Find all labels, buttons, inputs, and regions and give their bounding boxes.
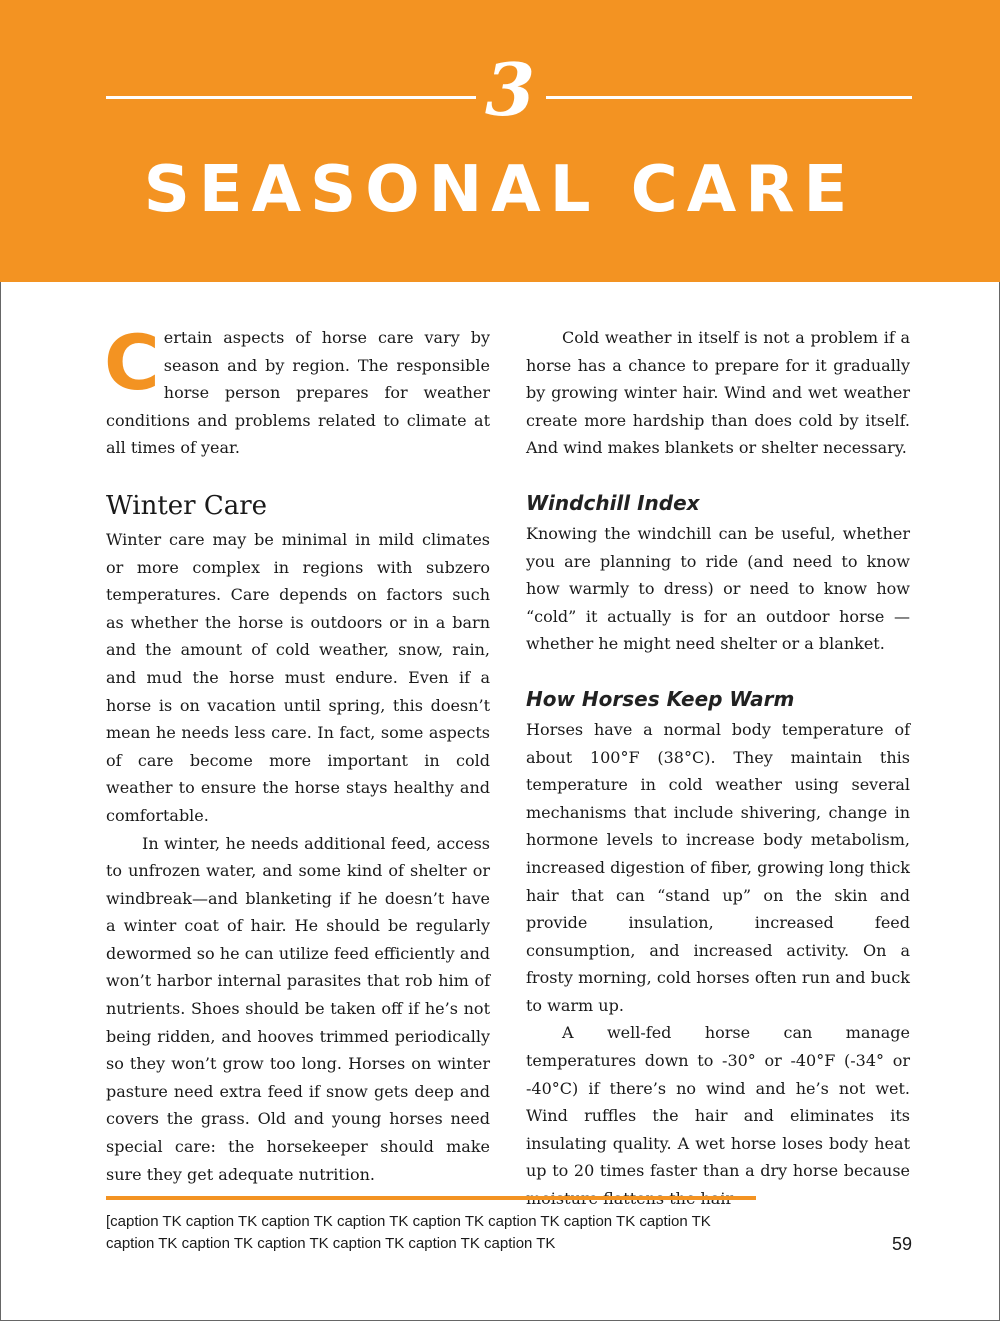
left-column [104, 318, 490, 1188]
figure-caption: [caption TK caption TK caption TK caption TK caption TK caption TK caption TK caption TK caption TK caption TK caption TK caption TK caption TK caption TK [106, 1213, 711, 1252]
chapter-number: 3 [484, 47, 536, 132]
intro-paragraph [104, 318, 490, 462]
winter-care-paragraph-1: Winter care may be minimal in mild climates or more complex in regions with subzero temperatures. Care depends on factors such as whether the horse is outdoors or in a barn and the amount of cold weather, snow, rain, and mud the horse must endure. Even if a horse is on vacation until spring, this doesn’t mean he needs less care. In fact, some aspects of care become more important in cold weather to ensure the horse stays healthy and comfortable. [106, 529, 490, 825]
winter-care-paragraph-2: In winter, he needs additional feed, access to unfrozen water, and some kind of shelter or windbreak—and blanketing if he doesn’t have a winter coat of hair. He should be regularly dewormed so he can utilize feed efficiently and won’t harbor internal parasites that rob him of nutrients. Shoes should be taken off if he’s not being ridden, and hooves trimmed periodically so they won’t grow too long. Horses on winter pasture need extra feed if snow gets deep and covers the grass. Old and young horses need special care: the horsekeeper should make sure they get adequate nutrition. [106, 833, 490, 1184]
windchill-heading: Windchill Index [526, 490, 700, 515]
intro-text: ertain aspects of horse care vary by season and by region. The responsible horse person prepares for weather conditions and problems related to climate at all times of year. [106, 328, 490, 458]
keep-warm-paragraph-2: A well-fed horse can manage temperatures down to -30° or -40°F (-34° or -40°C) if there’s no wind and he’s not wet. Wind ruffles the hair and eliminates its insulating quality. A wet horse loses body heat up to 20 times faster than a dry horse because [526, 1023, 910, 1181]
winter-care-heading: Winter Care [106, 490, 268, 521]
right-column [526, 324, 910, 1213]
chapter-banner [0, 0, 1000, 282]
chapter-title: SEASONAL CARE [143, 153, 857, 227]
page-number: 59 [891, 1234, 912, 1254]
drop-cap: C [104, 318, 160, 407]
banner-rule-left [106, 96, 476, 99]
keep-warm-paragraph-1: Horses have a normal body temperature of about 100°F (38°C). They maintain this temperature in cold weather using several mechanisms that include shivering, change in hormone levels to increase body metabolism, increased digestion of fiber, growing long thick hair that can “stand up” on the skin and provide insulation, increased feed consumption, and increased activity. On a frosty morning, cold horses often run and buck to warm up. [526, 719, 910, 1015]
windchill-paragraph: Knowing the windchill can be useful, whether you are planning to ride (and need to know how warmly to dress) or need to know how “cold” it actually is for an outdoor horse — whether he might need shelter or a blanket. [526, 523, 910, 654]
right-intro-paragraph: Cold weather in itself is not a problem if a horse has a chance to prepare for it gradually by growing winter hair. Wind and wet weather create more hardship than does cold by itself. And wind makes blankets or shelter necessary. [526, 328, 910, 458]
caption-rule [106, 1196, 756, 1200]
keep-warm-heading: How Horses Keep Warm [526, 686, 795, 711]
banner-rule-right [546, 96, 912, 99]
